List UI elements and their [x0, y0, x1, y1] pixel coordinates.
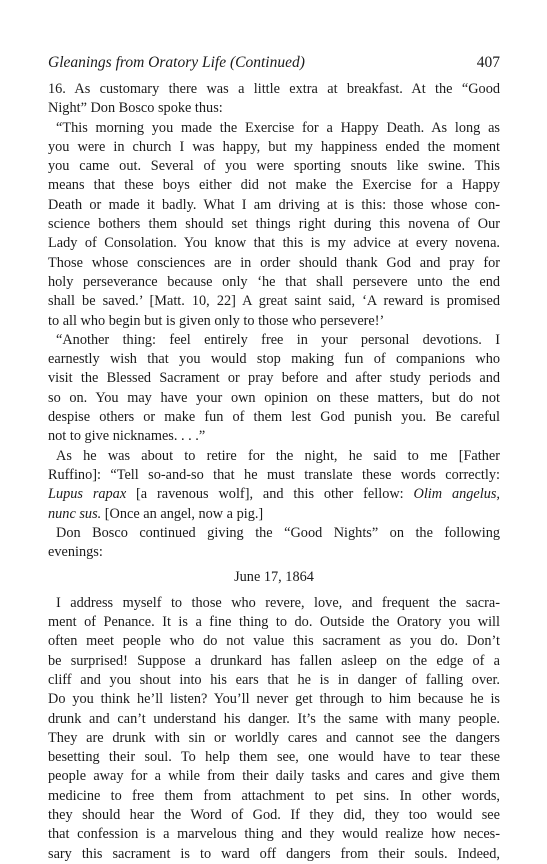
text-line: Those whose consciences are in order should thank God and pray for	[48, 254, 500, 271]
text-line: As he was about to retire for the night, he said to me [Father	[56, 447, 500, 464]
text-line: Night” Don Bosco spoke thus:	[48, 100, 223, 117]
running-head	[48, 52, 500, 74]
text-line: despise others or make fun of them lest God punish you. Be careful	[48, 409, 500, 426]
text-line: besetting their soul. To help them see, one would have to tear these	[48, 749, 500, 766]
text-line: so on. You may have your own opinion on these matters, but do not	[48, 389, 500, 406]
text-line: Don Bosco continued giving the “Good Nights” on the following	[56, 524, 500, 541]
text-line: science bothers them should set things right during this novena of Our	[48, 216, 500, 233]
text-line: Do you think he’ll listen? You’ll never get through to him because he is	[48, 691, 500, 708]
text-line: Lady of Consolation. You know that this is my advice at every novena.	[48, 235, 500, 252]
text-line: sary this sacrament is to ward off dangers from their souls. Indeed,	[48, 845, 500, 862]
text-line: means that these boys either did not make the Exercise for a Happy	[48, 177, 500, 194]
text-line: you came out. Several of you were sporting snouts like swine. This	[48, 158, 500, 175]
text-line: people away for a while from their daily tasks and cares and give them	[48, 768, 500, 785]
text-line: medicine to free them from attachment to pet sins. In other words,	[48, 787, 500, 804]
text-line: to all who begin but is given only to those who persevere!’	[48, 312, 385, 329]
text-line: holy perseverance because only ‘he that shall persevere unto the end	[48, 273, 500, 290]
text-line: not to give nicknames. . . .”	[48, 428, 206, 445]
text-line: cliff and you shout into his ears that he is in danger of falling over.	[48, 671, 500, 688]
text-line: Ruffino]: “Tell so-and-so that he must translate these words correctly:	[48, 466, 500, 483]
text-line: you were in church I was happy, but my happiness ended the moment	[48, 138, 500, 155]
text-line: nunc sus. [Once an angel, now a pig.]	[48, 505, 264, 522]
text-line: often meet people who do not value this sacrament as you do. Don’t	[48, 633, 500, 650]
text-line: “This morning you made the Exercise for a Happy Death. As long as	[56, 119, 500, 136]
text-line: visit the Blessed Sacrament or pray before and after study periods and	[48, 370, 500, 387]
text-line: drunk and can’t understand his danger. It’s the same with many people.	[48, 710, 500, 727]
body-text	[48, 80, 500, 864]
text-line: be surprised! Suppose a drunkard has fallen asleep on the edge of a	[48, 652, 500, 669]
text-line: I address myself to those who revere, love, and frequent the sacra-	[56, 594, 500, 611]
text-line: they should hear the Word of God. If they did, they too would see	[48, 806, 500, 823]
text-line: that confession is a marvelous thing and they would realize how neces-	[48, 826, 500, 843]
text-line: evenings:	[48, 544, 103, 561]
text-line: 16. As customary there was a little extra at breakfast. At the “Good	[48, 81, 500, 97]
running-title: Gleanings from Oratory Life (Continued)	[48, 54, 305, 71]
text-line: ment of Penance. It is a fine thing to do. Outside the Oratory you will	[48, 614, 500, 631]
page-number: 407	[476, 54, 500, 71]
text-line: shall be saved.’ [Matt. 10, 22] A great saint said, ‘A reward is promised	[48, 293, 500, 310]
text-line: They are drunk with sin or worldly cares and cannot see the dangers	[48, 729, 500, 746]
text-line: earnestly wish that you would stop making fun of companions who	[48, 351, 500, 368]
text-line: “Another thing: feel entirely free in your personal devotions. I	[56, 331, 500, 348]
text-line: Lupus rapax [a ravenous wolf], and this other fellow: Olim angelus,	[48, 486, 500, 503]
text-line: Death or made it badly. What I am driving at is this: those whose con-	[48, 196, 500, 213]
date-heading: June 17, 1864	[234, 569, 314, 586]
